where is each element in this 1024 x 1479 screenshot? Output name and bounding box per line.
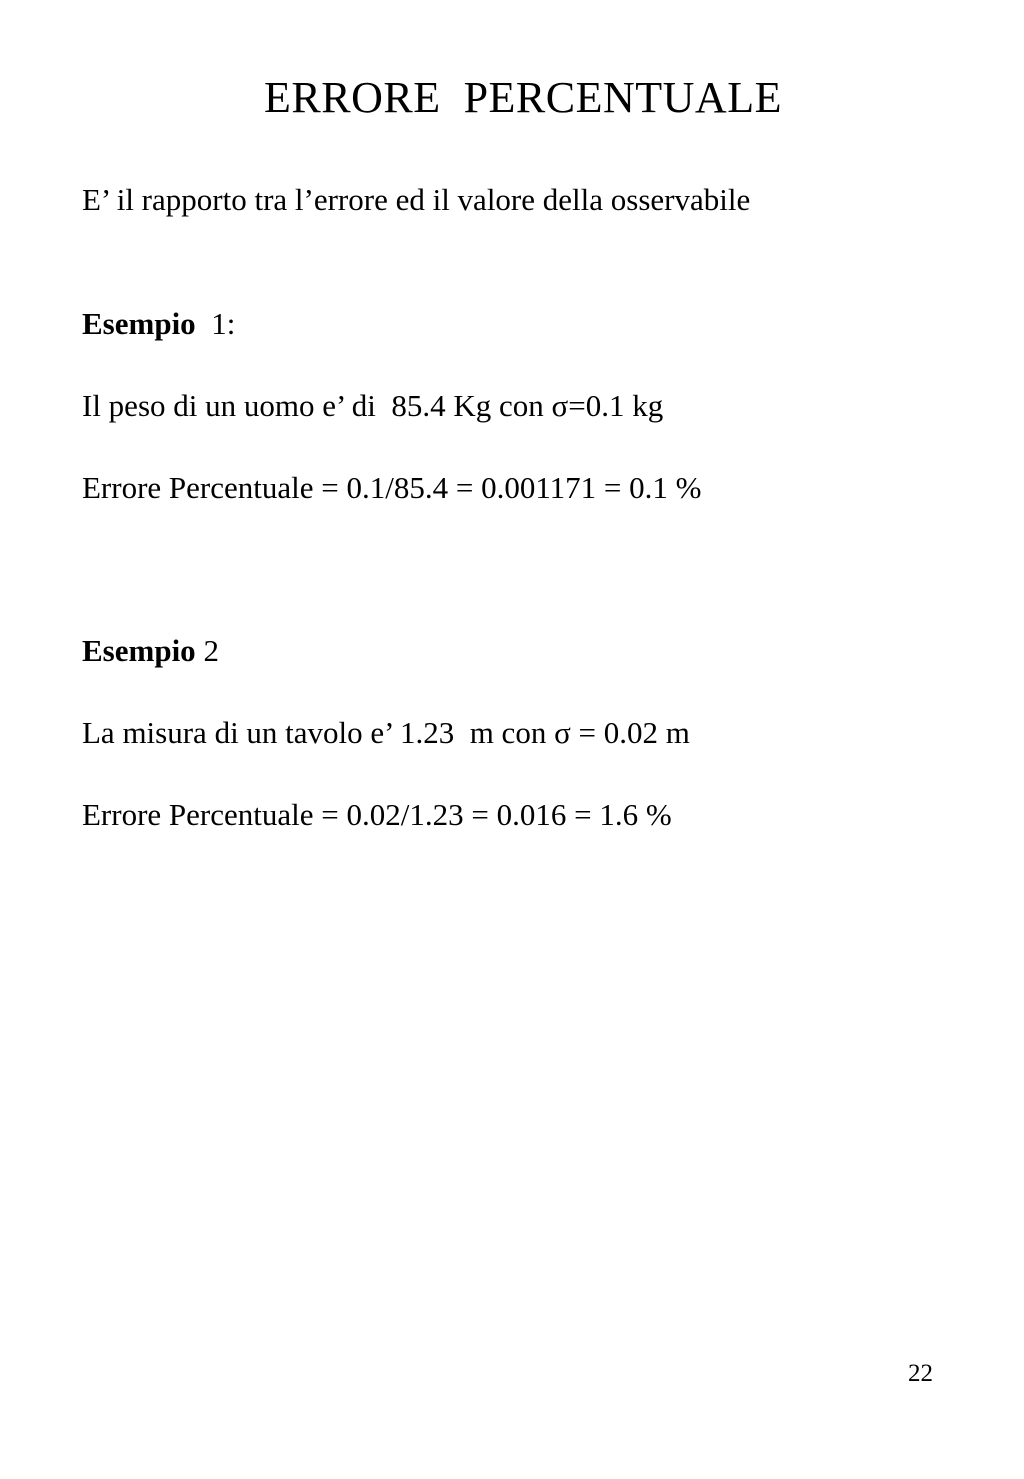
example-1-heading [82,304,235,344]
example-1-label: Esempio [82,306,196,341]
definition-text: E’ il rapporto tra l’errore ed il valore della osservabile [82,182,751,217]
example-1-number: 1: [195,306,236,341]
example-2-number: 2 [195,633,219,668]
example-2-statement: La misura di un tavolo e’ 1.23 m con σ = 0.02 m [82,715,690,750]
page-title: ERRORE PERCENTUALE [264,73,782,122]
example-2-result: Errore Percentuale = 0.02/1.23 = 0.016 = 1.6 % [82,797,672,832]
example-2-label: Esempio [82,633,196,668]
page-number: 22 [908,1360,933,1387]
example-2-heading [82,631,219,671]
example-1-statement: Il peso di un uomo e’ di 85.4 Kg con σ=0.1 kg [82,388,664,423]
example-1-result: Errore Percentuale = 0.1/85.4 = 0.001171 = 0.1 % [82,470,702,505]
